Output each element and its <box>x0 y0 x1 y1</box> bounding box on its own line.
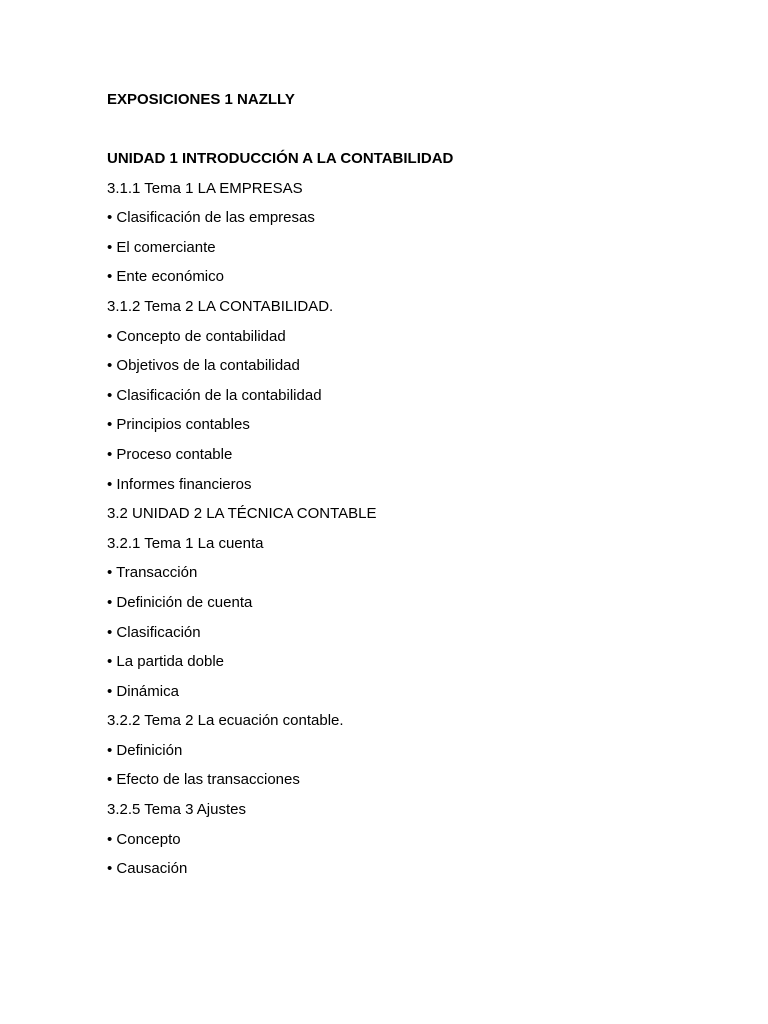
bullet-item: • Definición de cuenta <box>107 593 253 611</box>
bullet-item: • Transacción <box>107 564 198 582</box>
bullet-item: • Clasificación de las empresas <box>107 209 315 227</box>
bullet-item: • Causación <box>107 860 188 878</box>
topic-heading: 3.2.5 Tema 3 Ajustes <box>107 801 246 819</box>
document-outline <box>107 149 453 889</box>
bullet-item: • Ente económico <box>107 268 224 286</box>
bullet-item: • El comerciante <box>107 238 216 256</box>
unit-heading: 3.2 UNIDAD 2 LA TÉCNICA CONTABLE <box>107 505 377 523</box>
bullet-item: • Definición <box>107 741 183 759</box>
bullet-item: • Dinámica <box>107 682 179 700</box>
bullet-item: • Informes financieros <box>107 475 252 493</box>
bullet-item: • Principios contables <box>107 416 250 434</box>
bullet-item: • Proceso contable <box>107 445 233 463</box>
topic-heading: 3.2.1 Tema 1 La cuenta <box>107 534 264 552</box>
bullet-item: • Concepto de contabilidad <box>107 327 286 345</box>
bullet-item: • Objetivos de la contabilidad <box>107 357 300 375</box>
document-title: EXPOSICIONES 1 NAZLLY <box>107 91 295 108</box>
bullet-item: • La partida doble <box>107 653 225 671</box>
bullet-item: • Efecto de las transacciones <box>107 771 300 789</box>
topic-heading: 3.1.1 Tema 1 LA EMPRESAS <box>107 179 303 197</box>
bullet-item: • Clasificación <box>107 623 201 641</box>
topic-heading: 3.1.2 Tema 2 LA CONTABILIDAD. <box>107 297 334 315</box>
bullet-item: • Clasificación de la contabilidad <box>107 386 322 404</box>
unit-heading: UNIDAD 1 INTRODUCCIÓN A LA CONTABILIDAD <box>107 150 454 167</box>
bullet-item: • Concepto <box>107 830 181 848</box>
topic-heading: 3.2.2 Tema 2 La ecuación contable. <box>107 712 344 730</box>
